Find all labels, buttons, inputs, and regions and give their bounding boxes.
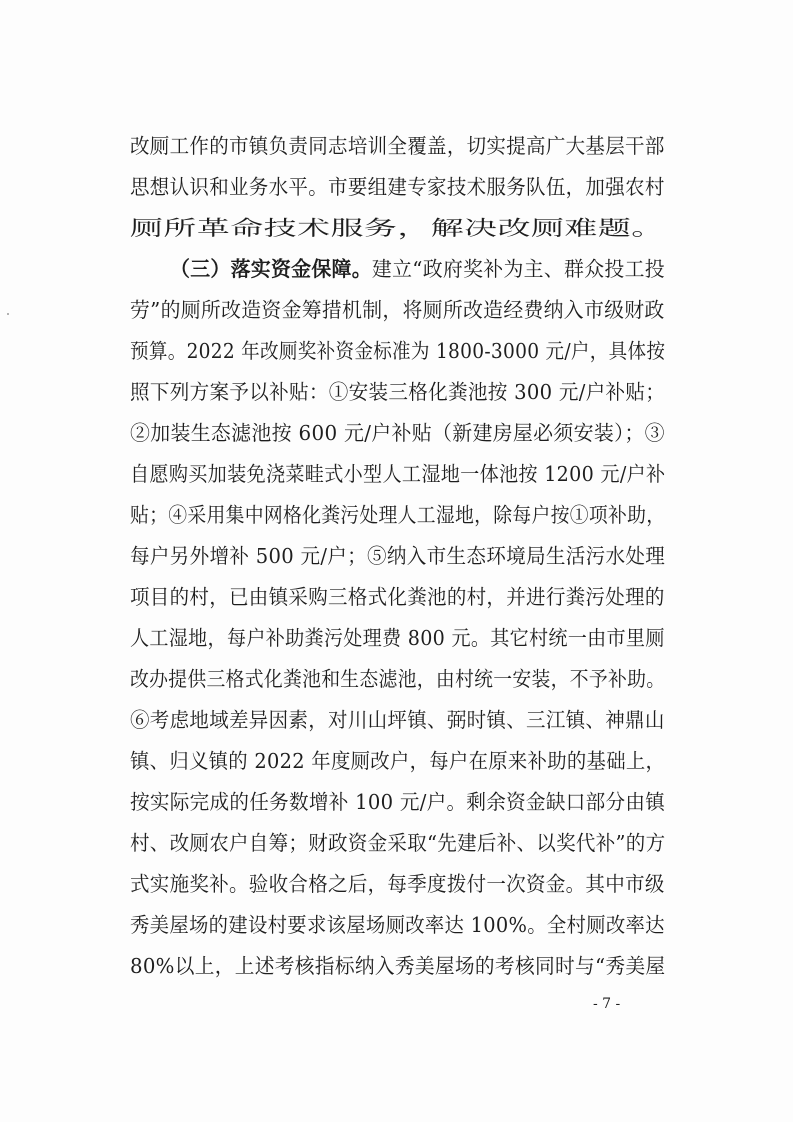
- body-line-10: 贴；④采用集中网格化粪污处理人工湿地，除每户按①项补助，: [130, 503, 666, 527]
- body-line-5: 劳”的厕所改造资金筹措机制，将厕所改造经费纳入市级财政: [130, 298, 665, 322]
- page-number: - 7 -: [593, 996, 621, 1012]
- body-line-11: 每户另外增补 500 元/户；⑤纳入市生态环境局生活污水处理: [130, 544, 666, 568]
- body-line-1: 改厕工作的市镇负责同志培训全覆盖，切实提高广大基层干部: [130, 134, 665, 158]
- body-line-21: 80%以上，上述考核指标纳入秀美屋场的考核同时与“秀美屋: [130, 954, 666, 978]
- body-line-4: [170, 257, 665, 281]
- body-line-14: 改办提供三格式化粪池和生态滤池，由村统一安装，不予补助。: [130, 667, 666, 691]
- body-line-17: 按实际完成的任务数增补 100 元/户。剩余资金缺口部分由镇: [130, 790, 666, 814]
- section-heading-text: 建立“政府奖补为主、群众投工投: [371, 257, 665, 281]
- body-line-6: 预算。2022 年改厕奖补资金标准为 1800-3000 元/户，具体按: [130, 339, 666, 363]
- body-line-18: 村、改厕农户自筹；财政资金采取“先建后补、以奖代补”的方: [130, 831, 666, 855]
- body-line-12: 项目的村，已由镇采购三格式化粪池的村，并进行粪污处理的: [130, 585, 665, 609]
- body-line-3: 厕所革命技术服务，解决改厕难题。: [130, 216, 665, 240]
- body-line-13: 人工湿地，每户补助粪污处理费 800 元。其它村统一由市里厕: [130, 626, 665, 650]
- body-line-8: ②加装生态滤池按 600 元/户补贴（新建房屋必须安装）；③: [130, 421, 665, 445]
- body-line-7: 照下列方案予以补贴：①安装三格化粪池按 300 元/户补贴；: [130, 380, 666, 404]
- section-heading: （三）落实资金保障。: [170, 257, 372, 281]
- scan-speck: [7, 313, 9, 315]
- body-line-19: 式实施奖补。验收合格之后，每季度拨付一次资金。其中市级: [130, 872, 665, 896]
- body-line-9: 自愿购买加装免浇菜畦式小型人工湿地一体池按 1200 元/户补: [130, 462, 666, 486]
- body-line-2: 思想认识和业务水平。市要组建专家技术服务队伍，加强农村: [130, 175, 665, 199]
- body-line-15: ⑥考虑地域差异因素，对川山坪镇、弼时镇、三江镇、神鼎山: [130, 708, 665, 732]
- body-line-20: 秀美屋场的建设村要求该屋场厕改率达 100%。全村厕改率达: [130, 913, 665, 937]
- body-line-16: 镇、归义镇的 2022 年度厕改户，每户在原来补助的基础上，: [130, 749, 666, 773]
